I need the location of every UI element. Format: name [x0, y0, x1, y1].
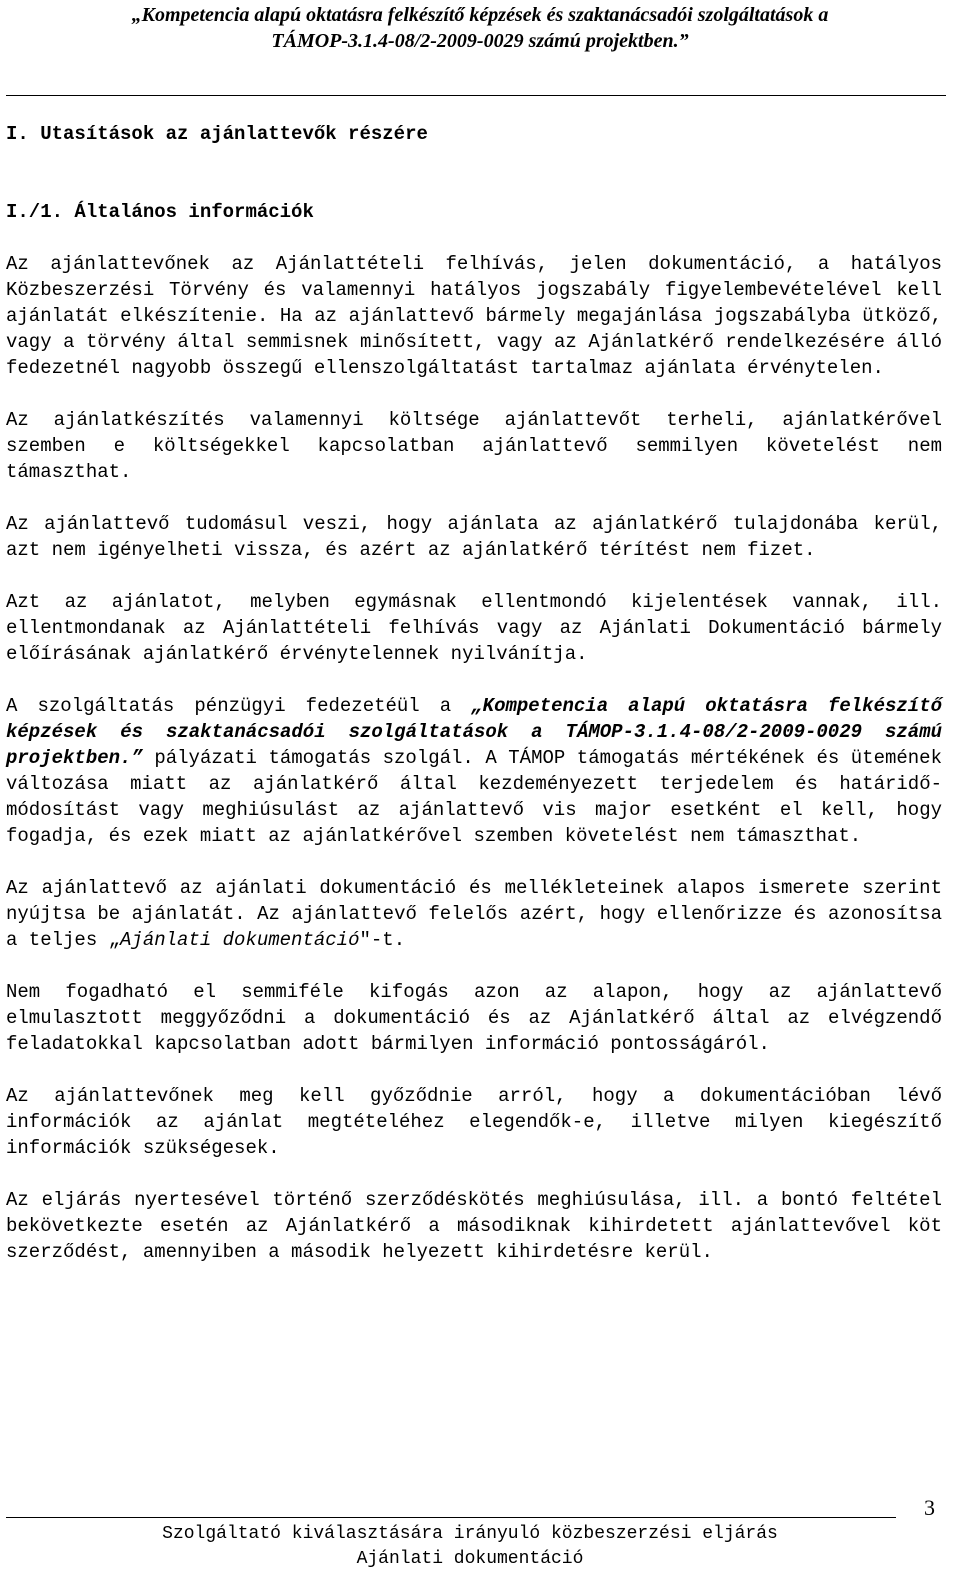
- familiarity-text-start: Az ajánlattevő az ajánlati dokumentáció és mellékleteinek alapos ismerete szerint nyújtsa be ajánlatát. Az ajánlattevő felelős azért, hogy ellenőrizze és azonosítsa a teljes „: [6, 877, 942, 951]
- paragraph-no-objection: Nem fogadható el semmiféle kifogás azon az alapon, hogy az ajánlattevő elmulasztott meggyőződni a dokumentáció és az Ajánlatkérő által az elvégzendő feladatokkal kapcsolatban adott bármilyen információ pontosságáról.: [6, 981, 942, 1055]
- paragraph-funding: [6, 693, 942, 849]
- footer-divider: [6, 1517, 896, 1518]
- document-body: [6, 121, 942, 1265]
- paragraph-ownership: Az ajánlattevő tudomásul veszi, hogy ajánlata az ajánlatkérő tulajdonába kerül, azt nem igényelheti vissza, és azért az ajánlatkérő térítést nem fizet.: [6, 513, 942, 561]
- header-line-2: TÁMOP-3.1.4-08/2-2009-0029 számú projektben.”: [271, 30, 689, 52]
- funding-text-start: A szolgáltatás pénzügyi fedezetéül a: [6, 695, 472, 717]
- header-line-1: „Kompetencia alapú oktatásra felkészítő képzések és szaktanácsadói szolgáltatások a: [131, 4, 829, 26]
- funding-text-end: pályázati támogatás szolgál. A TÁMOP támogatás mértékének és ütemének változása miatt az ajánlatkérő által kezdeményezett terjedelem és határidő-módosítást vagy meghiúsulást az ajánlattevő vis major esetként el kell, hogy fogadja, és ezek miatt az ajánlatkérővel szemben követelést nem támaszthat.: [6, 747, 942, 847]
- subsection-title: I./1. Általános információk: [6, 201, 314, 223]
- documentation-title: Ajánlati dokumentáció: [120, 929, 360, 951]
- project-name: „Kompetencia alapú oktatásra felkészítő képzések és szaktanácsadói szolgáltatások a TÁMOP-3.1.4-08/2-2009-0029 számú projektben.”: [6, 695, 942, 769]
- header-divider: [6, 95, 946, 96]
- paragraph-familiarity: [6, 875, 942, 953]
- footer-line-1: Szolgáltató kiválasztására irányuló közbeszerzési eljárás: [162, 1524, 778, 1544]
- paragraph-general-requirements: Az ajánlattevőnek az Ajánlattételi felhívás, jelen dokumentáció, a hatályos Közbeszerzési Törvény és valamennyi hatályos jogszabály figyelembevételével kell ajánlatát elkészítenie. Ha az ajánlattevő bármely megajánlása jogszabályba ütköző, vagy a törvény által semmisnek minősített, vagy az Ajánlatkérő rendelkezésére álló fedezetnél nagyobb összegű ellenszolgáltatást tartalmaz ajánlata érvénytelen.: [6, 253, 942, 379]
- page-header: [0, 2, 960, 54]
- section-title: I. Utasítások az ajánlattevők részére: [6, 123, 428, 145]
- footer-line-2: Ajánlati dokumentáció: [356, 1549, 584, 1569]
- page-footer: [0, 1522, 940, 1572]
- paragraph-second-winner: Az eljárás nyertesével történő szerződéskötés meghiúsulása, ill. a bontó feltétel bekövetkezte esetén az Ajánlatkérő a másodiknak kihirdetett ajánlattevővel köt szerződést, amennyiben a második helyezett kihirdetésre kerül.: [6, 1189, 942, 1263]
- paragraph-costs: Az ajánlatkészítés valamennyi költsége ajánlattevőt terheli, ajánlatkérővel szemben e költségekkel kapcsolatban ajánlattevő semmilyen követelést nem támaszthat.: [6, 409, 942, 483]
- familiarity-text-end: "-t.: [359, 929, 406, 951]
- page-number: 3: [924, 1495, 935, 1520]
- paragraph-contradictions: Azt az ajánlatot, melyben egymásnak ellentmondó kijelentések vannak, ill. ellentmondanak az Ajánlattételi felhívás vagy az Ajánlati Dokumentáció bármely előírásának ajánlatkérő érvénytelennek nyilvánítja.: [6, 591, 942, 665]
- paragraph-sufficiency: Az ajánlattevőnek meg kell győződnie arról, hogy a dokumentációban lévő információk az ajánlat megtételéhez elegendők-e, illetve milyen kiegészítő információk szükségesek.: [6, 1085, 942, 1159]
